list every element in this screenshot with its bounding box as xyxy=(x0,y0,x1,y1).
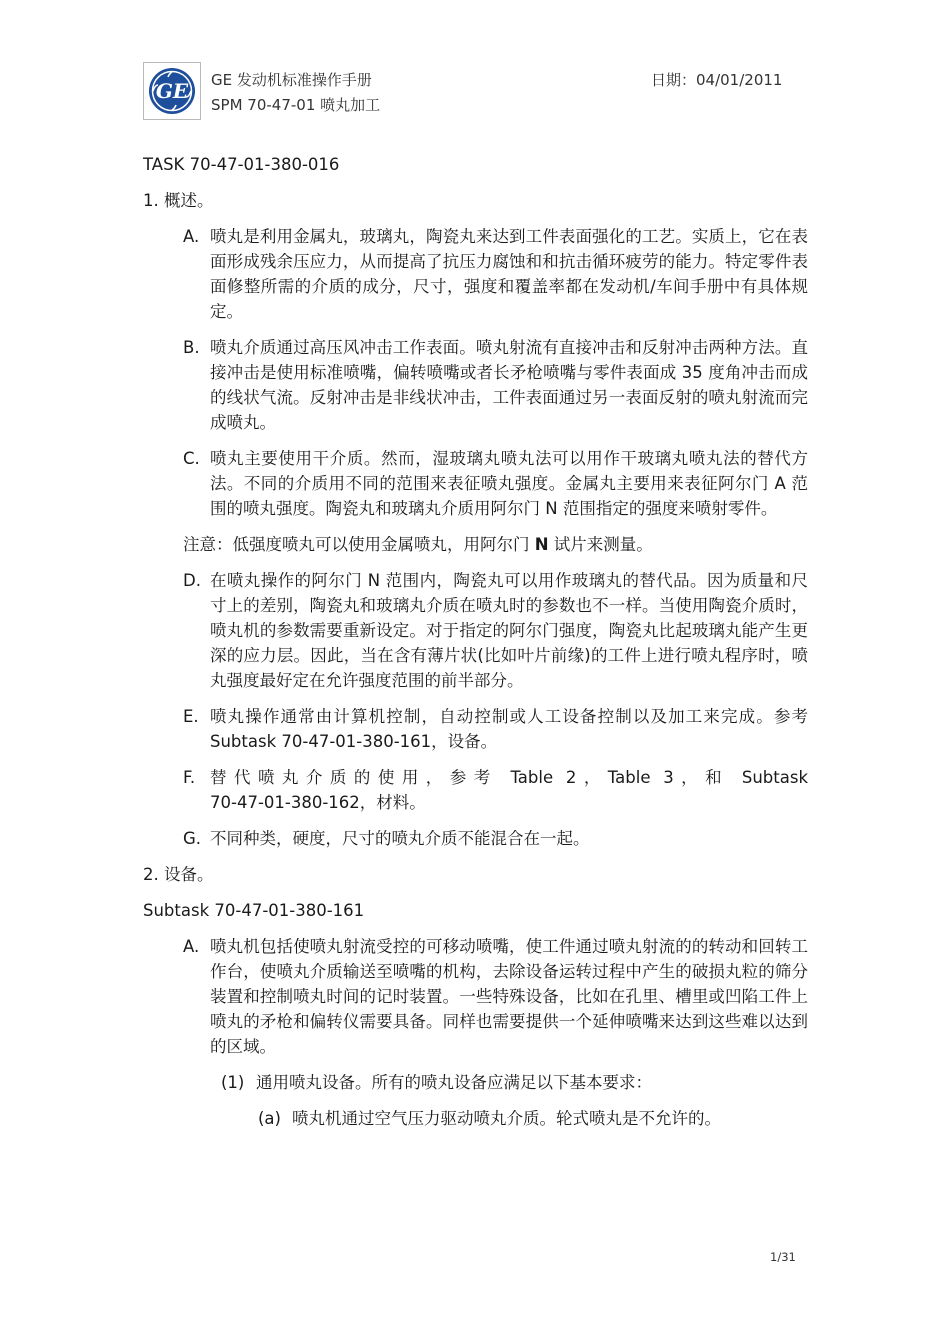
item-text-line1: 替代喷丸介质的使用，参考 Table 2，Table 3，和 Subtask xyxy=(210,768,808,787)
item-text: 喷丸介质通过高压风冲击工作表面。喷丸射流有直接冲击和反射冲击两种方法。直接冲击是使用标准喷嘴，偏转喷嘴或者长矛枪喷嘴与零件表面成 35 度角冲击而成的线状气流。反射冲击是非线状冲击，工件表面通过另一表面反射的喷丸射流而完成喷丸。 xyxy=(210,338,808,432)
task-id: TASK 70-47-01-380-016 xyxy=(143,155,340,174)
paragraph-e xyxy=(183,704,808,754)
note-suffix: 试片来测量。 xyxy=(548,535,653,554)
paragraph-d xyxy=(183,568,808,693)
item-label: F. xyxy=(183,768,196,787)
paragraph-c xyxy=(183,446,808,521)
item-text: 不同种类，硬度，尺寸的喷丸介质不能混合在一起。 xyxy=(210,829,590,848)
item-label: B. xyxy=(183,338,200,357)
paragraph-g xyxy=(183,826,808,851)
item-text: 喷丸操作通常由计算机控制，自动控制或人工设备控制以及加工来完成。参考 Subtask 70-47-01-380-161，设备。 xyxy=(210,707,808,751)
paragraph-f xyxy=(183,765,808,815)
item-text-line2: 70-47-01-380-162，材料。 xyxy=(210,793,426,812)
item-label: G. xyxy=(183,829,202,848)
equipment-paragraph-a xyxy=(183,934,808,1059)
sub-item-label: (a) xyxy=(258,1109,281,1128)
item-label: E. xyxy=(183,707,199,726)
ge-monogram-icon xyxy=(144,63,200,119)
item-text: 喷丸主要使用干介质。然而，湿玻璃丸喷丸法可以用作干玻璃丸喷丸法的替代方法。不同的介质用不同的范围来表征喷丸强度。金属丸主要用来表征阿尔门 A 范围的喷丸强度。陶瓷丸和玻璃丸介质用阿尔门 N 范围指定的强度来喷射零件。 xyxy=(210,449,808,518)
sub-item-1 xyxy=(221,1070,808,1095)
subtask-id: Subtask 70-47-01-380-161 xyxy=(143,901,365,920)
document-date: 日期：04/01/2011 xyxy=(651,71,783,89)
item-label: A. xyxy=(183,227,200,246)
sub-item-a xyxy=(258,1106,808,1131)
item-text: 喷丸是利用金属丸，玻璃丸，陶瓷丸来达到工件表面强化的工艺。实质上，它在表面形成残余压应力，从而提高了抗压力腐蚀和和抗击循环疲劳的能力。特定零件表面修整所需的介质的成分，尺寸，强度和覆盖率都在发动机/车间手册中有具体规定。 xyxy=(210,227,808,321)
section-heading-equipment: 2. 设备。 xyxy=(143,865,214,884)
svg-text:GE: GE xyxy=(155,79,189,103)
paragraph-b xyxy=(183,335,808,435)
sub-item-text: 通用喷丸设备。所有的喷丸设备应满足以下基本要求： xyxy=(256,1073,652,1092)
manual-title: GE 发动机标准操作手册 xyxy=(211,71,372,89)
note-prefix: 注意：低强度喷丸可以使用金属喷丸，用阿尔门 xyxy=(183,535,535,554)
paragraph-a xyxy=(183,224,808,324)
item-text: 喷丸机包括使喷丸射流受控的可移动喷嘴，使工件通过喷丸射流的的转动和回转工作台，使喷丸介质输送至喷嘴的机构，去除设备运转过程中产生的破损丸粒的筛分装置和控制喷丸时间的记时装置。一些特殊设备，比如在孔里、槽里或凹陷工件上喷丸的矛枪和偏转仪需要具备。同样也需要提供一个延伸喷嘴来达到这些难以达到的区域。 xyxy=(210,937,808,1056)
item-label: D. xyxy=(183,571,201,590)
sub-item-text: 喷丸机通过空气压力驱动喷丸介质。轮式喷丸是不允许的。 xyxy=(292,1109,721,1128)
section-heading-overview: 1. 概述。 xyxy=(143,191,214,210)
manual-subtitle: SPM 70-47-01 喷丸加工 xyxy=(211,96,381,114)
document-body xyxy=(143,146,808,1131)
note-bold: N xyxy=(534,535,549,554)
item-text: 在喷丸操作的阿尔门 N 范围内，陶瓷丸可以用作玻璃丸的替代品。因为质量和尺寸上的差别，陶瓷丸和玻璃丸介质在喷丸时的参数也不一样。当使用陶瓷介质时，喷丸机的参数需要重新设定。对于指定的阿尔门强度，陶瓷丸比起玻璃丸能产生更深的应力层。因此，当在含有薄片状(比如叶片前缘)的工件上进行喷丸程序时，喷丸强度最好定在允许强度范围的前半部分。 xyxy=(210,571,808,690)
note xyxy=(183,532,808,557)
page-number: 1/31 xyxy=(770,1250,796,1264)
item-label: A. xyxy=(183,937,200,956)
item-label: C. xyxy=(183,449,200,468)
sub-item-label: (1) xyxy=(221,1073,245,1092)
ge-logo xyxy=(143,62,201,120)
